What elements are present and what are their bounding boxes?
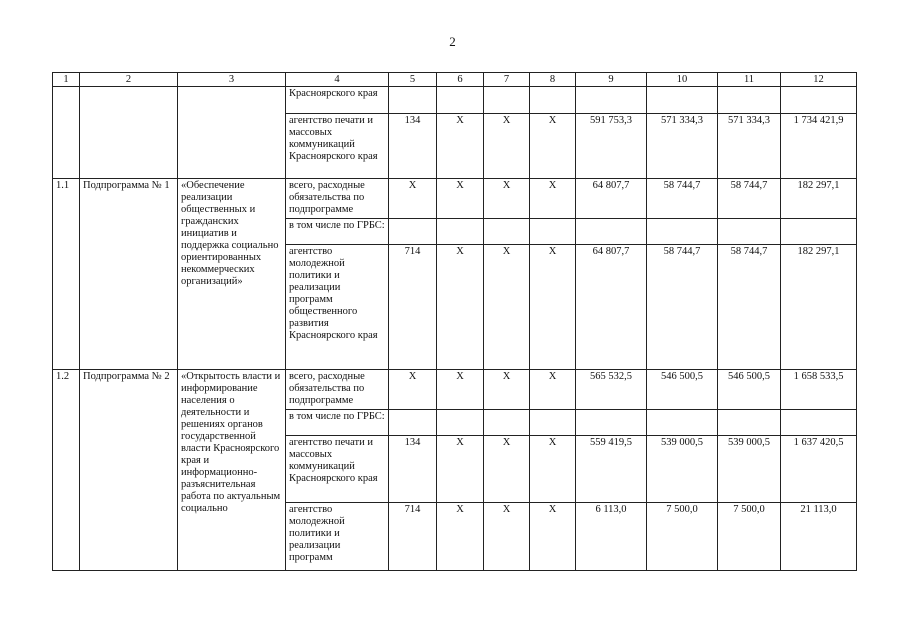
grbs-name-cell: агентство печати и массовых коммуникаций Красноярского края	[286, 436, 389, 503]
amount-cell	[781, 219, 857, 245]
amount-cell: 539 000,5	[718, 436, 781, 503]
grbs-name-cell: агентство молодежной политики и реализации программ общественного развития Красноярского края	[286, 245, 389, 370]
amount-cell: 539 000,5	[647, 436, 718, 503]
code-cell: Х	[484, 245, 530, 370]
amount-cell: 58 744,7	[718, 245, 781, 370]
code-cell: Х	[437, 114, 484, 179]
code-cell: Х	[437, 503, 484, 571]
amount-cell: 571 334,3	[718, 114, 781, 179]
grbs-code-cell: Х	[389, 179, 437, 219]
column-number: 8	[530, 73, 576, 87]
amount-cell	[718, 410, 781, 436]
amount-cell: 591 753,3	[576, 114, 647, 179]
code-cell: Х	[530, 436, 576, 503]
amount-cell	[718, 219, 781, 245]
amount-cell: 1 734 421,9	[781, 114, 857, 179]
amount-cell: 7 500,0	[647, 503, 718, 571]
amount-cell	[781, 87, 857, 114]
grbs-code-cell	[389, 87, 437, 114]
row-number-cell: 1.2	[53, 370, 80, 571]
amount-cell: 571 334,3	[647, 114, 718, 179]
amount-cell: 64 807,7	[576, 245, 647, 370]
table-row	[53, 87, 857, 114]
amount-cell: 7 500,0	[718, 503, 781, 571]
grbs-name-cell: всего, расходные обязательства по подпрограмме	[286, 179, 389, 219]
amount-cell	[647, 87, 718, 114]
amount-cell: 64 807,7	[576, 179, 647, 219]
code-cell: Х	[484, 114, 530, 179]
column-number: 7	[484, 73, 530, 87]
code-cell: Х	[484, 503, 530, 571]
code-cell: Х	[530, 179, 576, 219]
grbs-code-cell	[389, 219, 437, 245]
code-cell: Х	[484, 179, 530, 219]
grbs-code-cell: Х	[389, 370, 437, 410]
grbs-code-cell: 134	[389, 114, 437, 179]
program-name-cell	[178, 87, 286, 179]
code-cell: Х	[484, 436, 530, 503]
amount-cell: 21 113,0	[781, 503, 857, 571]
code-cell	[530, 87, 576, 114]
column-number: 4	[286, 73, 389, 87]
amount-cell: 182 297,1	[781, 179, 857, 219]
column-number: 1	[53, 73, 80, 87]
amount-cell: 6 113,0	[576, 503, 647, 571]
row-number-cell: 1.1	[53, 179, 80, 370]
column-number: 12	[781, 73, 857, 87]
grbs-name-cell: агентство печати и массовых коммуникаций Красноярского края	[286, 114, 389, 179]
code-cell: Х	[530, 503, 576, 571]
amount-cell: 559 419,5	[576, 436, 647, 503]
code-cell: Х	[437, 370, 484, 410]
table-row	[53, 179, 857, 219]
amount-cell	[647, 410, 718, 436]
code-cell	[437, 219, 484, 245]
code-cell	[484, 219, 530, 245]
column-number: 11	[718, 73, 781, 87]
amount-cell: 58 744,7	[647, 179, 718, 219]
code-cell	[530, 219, 576, 245]
amount-cell	[718, 87, 781, 114]
amount-cell	[576, 410, 647, 436]
amount-cell	[576, 87, 647, 114]
code-cell: Х	[530, 114, 576, 179]
grbs-name-cell: всего, расходные обязательства по подпрограмме	[286, 370, 389, 410]
column-number: 10	[647, 73, 718, 87]
amount-cell	[781, 410, 857, 436]
code-cell	[437, 87, 484, 114]
code-cell	[530, 410, 576, 436]
amount-cell	[576, 219, 647, 245]
code-cell: Х	[530, 370, 576, 410]
program-status-cell	[80, 87, 178, 179]
column-number: 5	[389, 73, 437, 87]
code-cell: Х	[530, 245, 576, 370]
column-number: 3	[178, 73, 286, 87]
program-status-cell: Подпрограмма № 1	[80, 179, 178, 370]
amount-cell: 1 658 533,5	[781, 370, 857, 410]
column-number-row	[53, 73, 857, 87]
code-cell	[484, 87, 530, 114]
row-number-cell	[53, 87, 80, 179]
amount-cell: 58 744,7	[718, 179, 781, 219]
program-name-cell: «Открытость власти и информирование населения о деятельности и решениях органов государственной власти Красноярского края и информационно-разъяснительная работа по актуальным социально	[178, 370, 286, 571]
grbs-code-cell	[389, 410, 437, 436]
page-number: 2	[449, 34, 456, 49]
code-cell	[484, 410, 530, 436]
budget-table	[52, 72, 857, 571]
amount-cell: 546 500,5	[718, 370, 781, 410]
table-row	[53, 370, 857, 410]
amount-cell: 546 500,5	[647, 370, 718, 410]
column-number: 9	[576, 73, 647, 87]
program-status-cell: Подпрограмма № 2	[80, 370, 178, 571]
grbs-code-cell: 714	[389, 503, 437, 571]
column-number: 6	[437, 73, 484, 87]
code-cell: Х	[437, 436, 484, 503]
grbs-name-cell: в том числе по ГРБС:	[286, 410, 389, 436]
code-cell: Х	[437, 245, 484, 370]
amount-cell: 565 532,5	[576, 370, 647, 410]
amount-cell	[647, 219, 718, 245]
amount-cell: 1 637 420,5	[781, 436, 857, 503]
grbs-code-cell: 134	[389, 436, 437, 503]
amount-cell: 58 744,7	[647, 245, 718, 370]
program-name-cell: «Обеспечение реализации общественных и гражданских инициатив и поддержка социально ориентированных некоммерческих организаций»	[178, 179, 286, 370]
grbs-name-cell: агентство молодежной политики и реализации программ	[286, 503, 389, 571]
grbs-code-cell: 714	[389, 245, 437, 370]
grbs-name-cell: в том числе по ГРБС:	[286, 219, 389, 245]
code-cell: Х	[484, 370, 530, 410]
code-cell: Х	[437, 179, 484, 219]
amount-cell: 182 297,1	[781, 245, 857, 370]
column-number: 2	[80, 73, 178, 87]
code-cell	[437, 410, 484, 436]
grbs-name-cell: Красноярского края	[286, 87, 389, 114]
